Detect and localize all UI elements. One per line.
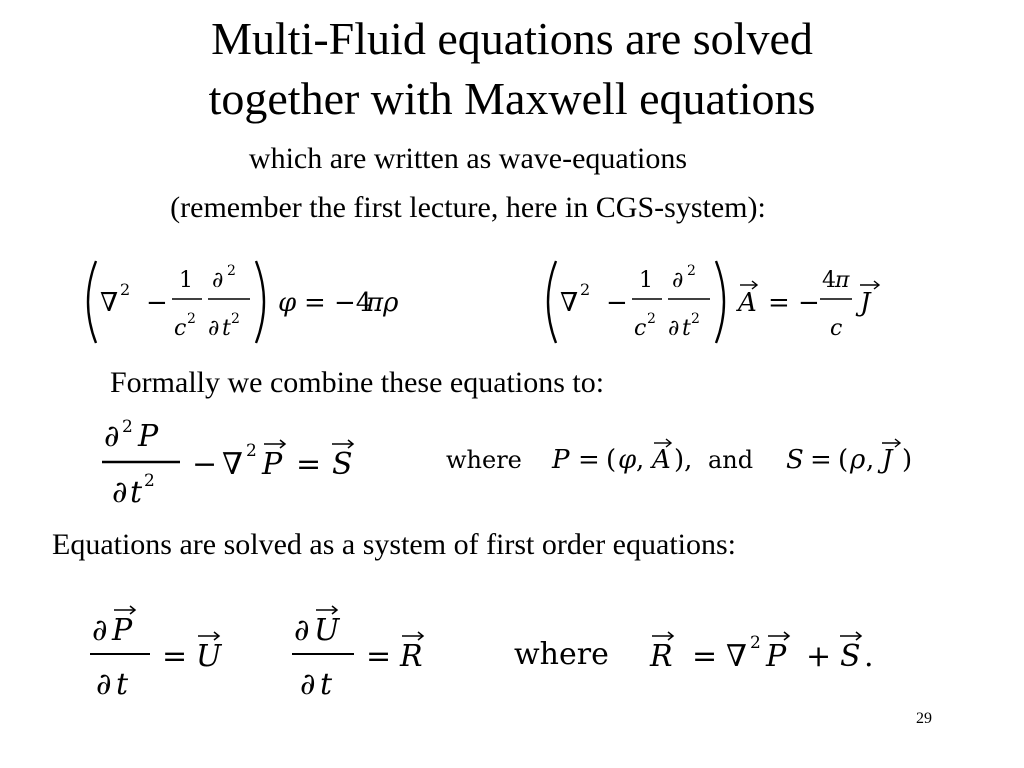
svg-text:ρ: ρ: [850, 445, 866, 475]
svg-text:2: 2: [750, 633, 761, 653]
svg-text:2: 2: [687, 263, 696, 279]
page-number: 29: [916, 710, 932, 727]
svg-text:t: t: [116, 667, 129, 702]
dP-dt-equation: [90, 606, 223, 702]
svg-text:φ: φ: [278, 288, 297, 318]
svg-text:): ): [902, 445, 913, 475]
svg-text:t: t: [320, 667, 333, 702]
svg-text:φ: φ: [618, 445, 637, 475]
svg-text:=: =: [768, 288, 790, 318]
svg-text:S: S: [786, 445, 804, 475]
svg-text:P: P: [112, 613, 133, 648]
first-order-system: [84, 598, 964, 703]
svg-text:∇: ∇: [560, 288, 579, 318]
svg-text:2: 2: [122, 417, 133, 437]
svg-text:∇: ∇: [726, 639, 747, 674]
svg-text:2: 2: [691, 311, 700, 327]
svg-text:2: 2: [144, 471, 155, 491]
svg-text:P: P: [552, 445, 570, 475]
subtitle-line-1: which are written as wave-equations: [248, 142, 688, 175]
vector-potential-equation: [548, 261, 879, 343]
svg-text:−4: −4: [334, 288, 373, 318]
svg-text:∂: ∂: [96, 667, 112, 702]
svg-text:−: −: [146, 288, 168, 318]
svg-text:∂: ∂: [92, 613, 108, 648]
svg-text:2: 2: [647, 311, 656, 327]
slide-title-line-2: together with Maxwell equations: [208, 73, 816, 124]
svg-text:=: =: [578, 445, 600, 475]
svg-text:=: =: [692, 639, 718, 674]
svg-text:−: −: [798, 288, 820, 318]
svg-text:),: ),: [674, 445, 693, 475]
svg-text:R: R: [400, 639, 423, 674]
where-word-2: where: [514, 637, 609, 672]
svg-text:=: =: [810, 445, 832, 475]
svg-text:∂: ∂: [212, 268, 224, 293]
svg-text:2: 2: [187, 311, 196, 327]
svg-text:P: P: [766, 639, 787, 674]
combined-equation-lhs: [102, 417, 353, 510]
svg-text:∂: ∂: [104, 419, 120, 454]
combined-equation-definitions: [446, 439, 912, 475]
svg-text:2: 2: [231, 311, 240, 327]
svg-text:2: 2: [120, 280, 131, 299]
svg-text:c: c: [634, 316, 647, 341]
svg-text:2: 2: [246, 441, 257, 461]
svg-text:∂: ∂: [208, 316, 220, 341]
svg-text:P: P: [262, 447, 283, 482]
combined-wave-equation: [96, 410, 976, 510]
svg-text:(: (: [606, 445, 617, 475]
svg-text:S: S: [840, 639, 861, 674]
svg-text:(: (: [838, 445, 849, 475]
svg-text:4: 4: [822, 268, 836, 293]
svg-text:A: A: [738, 288, 757, 318]
svg-text:P: P: [138, 419, 159, 454]
svg-text:,: ,: [866, 445, 875, 475]
svg-text:=: =: [296, 447, 322, 482]
svg-text:πρ: πρ: [366, 288, 399, 318]
svg-text:∇: ∇: [100, 288, 119, 318]
svg-text:.: .: [864, 639, 874, 674]
svg-text:t: t: [130, 475, 143, 510]
scalar-potential-equation: [88, 261, 399, 343]
svg-text:c: c: [830, 316, 843, 341]
R-definition: [514, 632, 874, 674]
where-word: where: [446, 446, 522, 474]
svg-text:c: c: [174, 316, 187, 341]
svg-text:1: 1: [179, 268, 193, 293]
svg-text:S: S: [332, 447, 353, 482]
svg-text:t: t: [222, 316, 231, 341]
svg-text:−: −: [606, 288, 628, 318]
svg-text:−: −: [192, 447, 218, 482]
svg-text:∂: ∂: [112, 475, 128, 510]
and-word: and: [708, 446, 754, 474]
svg-text:=: =: [304, 288, 326, 318]
dU-dt-equation: [292, 606, 423, 702]
subtitle-line-2: (remember the first lecture, here in CGS-system):: [170, 191, 766, 224]
svg-text:1: 1: [639, 268, 653, 293]
svg-text:,: ,: [636, 445, 645, 475]
svg-text:J: J: [882, 445, 893, 475]
svg-text:π: π: [835, 268, 850, 293]
svg-text:2: 2: [227, 263, 236, 279]
svg-text:2: 2: [580, 280, 591, 299]
svg-text:∂: ∂: [668, 316, 680, 341]
svg-text:∂: ∂: [672, 268, 684, 293]
svg-text:A: A: [652, 445, 671, 475]
svg-text:∂: ∂: [294, 613, 310, 648]
svg-text:+: +: [806, 639, 832, 674]
solved-text: Equations are solved as a system of first order equations:: [52, 528, 736, 561]
svg-text:R: R: [650, 639, 673, 674]
svg-text:∇: ∇: [222, 447, 243, 482]
combine-text: Formally we combine these equations to:: [110, 366, 605, 399]
svg-text:t: t: [682, 316, 691, 341]
svg-text:∂: ∂: [300, 667, 316, 702]
svg-text:=: =: [366, 639, 392, 674]
slide-title-line-1: Multi-Fluid equations are solved: [211, 13, 813, 64]
svg-text:U: U: [314, 613, 340, 648]
svg-text:U: U: [196, 639, 222, 674]
svg-text:=: =: [162, 639, 188, 674]
wave-equations: [78, 255, 958, 350]
svg-text:J: J: [860, 288, 871, 318]
